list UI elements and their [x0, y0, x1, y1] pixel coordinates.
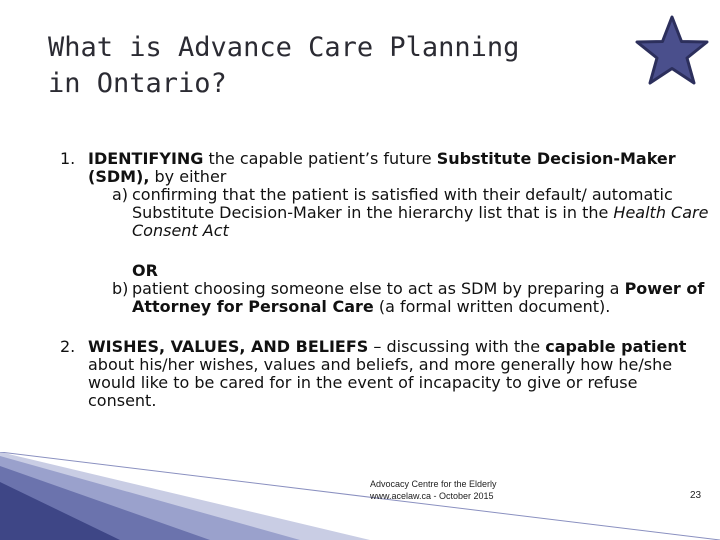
- item-bold-term: capable patient: [545, 337, 687, 356]
- star-icon: [634, 14, 710, 86]
- item-bold-term: Substitute Decision-Maker (SDM),: [88, 149, 676, 186]
- item-heading: WISHES, VALUES, AND BELIEFS: [88, 337, 369, 356]
- slide-title: [48, 30, 519, 102]
- item-number: 1.: [60, 149, 76, 168]
- footer-org: Advocacy Centre for the Elderly: [370, 479, 497, 489]
- item-text-tail: about his/her wishes, values and beliefs, and more generally how he/she would like to be cared for in the event of incapacity to give or refuse consent.: [88, 355, 673, 410]
- item-text-tail: by either: [149, 167, 227, 186]
- item-text: the capable patient’s future: [203, 149, 437, 168]
- sub-item-text-tail: (a formal written document).: [373, 297, 611, 316]
- list-item-identifying: [60, 150, 710, 316]
- footer-swoosh: [0, 452, 720, 540]
- poa-term: Power of Attorney for Personal Care: [132, 279, 705, 316]
- title-line-2: in Ontario?: [48, 68, 227, 99]
- act-name: Health Care Consent Act: [132, 203, 709, 240]
- sub-item-label: a): [112, 185, 129, 204]
- title-line-1: What is Advance Care Planning: [48, 32, 520, 63]
- item-text: – discussing with the: [368, 337, 546, 356]
- footer-credits: [370, 478, 497, 502]
- item-number: 2.: [60, 337, 76, 356]
- list-item-wishes: [60, 338, 710, 410]
- slide-body: [60, 150, 710, 410]
- sub-item-label: b): [112, 279, 129, 298]
- sub-item-b: [112, 280, 710, 316]
- sub-item-a: [112, 186, 710, 240]
- sub-item-text: confirming that the patient is satisfied with their default/ automatic Substitute Decision-Maker in the hierarchy list that is in the: [132, 185, 673, 222]
- item-heading: IDENTIFYING: [88, 149, 204, 168]
- footer-site-date: www.acelaw.ca - October 2015: [370, 491, 494, 501]
- or-label: OR: [132, 261, 158, 280]
- page-number: 23: [690, 490, 702, 501]
- sub-item-text: patient choosing someone else to act as SDM by preparing a: [132, 279, 625, 298]
